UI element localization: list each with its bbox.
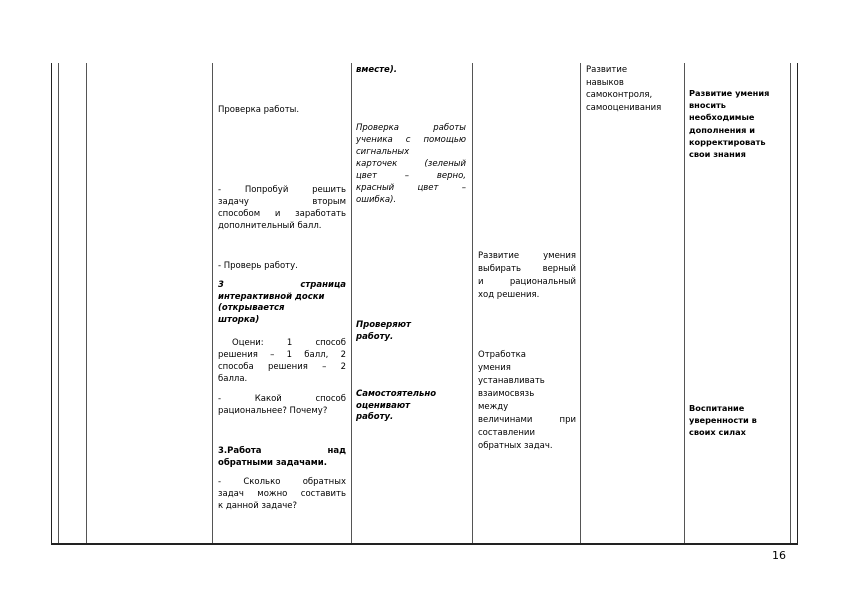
score-instructions: Оцени: 1 способ решения – 1 балл, 2 способа решения – 2 балла. bbox=[218, 338, 346, 384]
check-cards-text: Проверка работы ученика с помощью сигнальных карточек (зеленый цвет – верно, красный цвет – ошибка). bbox=[356, 123, 466, 205]
column-divider bbox=[86, 63, 87, 543]
self-evaluate-text: Самостоятельно оценивают работу. bbox=[356, 389, 437, 422]
confidence-goal: Воспитание уверенности в своих силах bbox=[689, 403, 757, 438]
column-divider bbox=[212, 63, 213, 543]
column-divider bbox=[472, 63, 473, 543]
section-3-heading: 3.Работа над обратными задачами. bbox=[218, 446, 346, 468]
column-divider bbox=[351, 63, 352, 543]
column-divider bbox=[58, 63, 59, 543]
check-work-text: Проверка работы. bbox=[218, 105, 300, 115]
check-yourself-text: - Проверь работу. bbox=[218, 261, 298, 271]
how-many-question: - Сколько обратных задач можно составить к данной задаче? bbox=[218, 477, 346, 511]
add-knowledge-goal: Развитие умения вносить необходимые дополнения и корректировать свои знания bbox=[689, 88, 770, 160]
check-work-students: Проверяют работу. bbox=[356, 320, 411, 342]
column-divider bbox=[580, 63, 581, 543]
choose-way-goal: Развитие умения выбирать верный и рациональный ход решения. bbox=[478, 251, 576, 300]
which-way-question: - Какой способ рациональнее? Почему? bbox=[218, 394, 346, 416]
try-second-method: - Попробуй решить задачу вторым способом и заработать дополнительный балл. bbox=[218, 185, 346, 231]
practice-goal: Отработка умения устанавливать взаимосвязь между величинами при составлении обратных задач. bbox=[478, 350, 576, 451]
page-number: 16 bbox=[772, 549, 786, 562]
column-divider bbox=[684, 63, 685, 543]
together-text: вместе). bbox=[356, 65, 397, 75]
self-control-goal: Развитие навыков самоконтроля, самооценивания bbox=[586, 65, 662, 113]
board-page-heading: 3 страница интерактивной доски (открывается шторка) bbox=[218, 280, 346, 325]
